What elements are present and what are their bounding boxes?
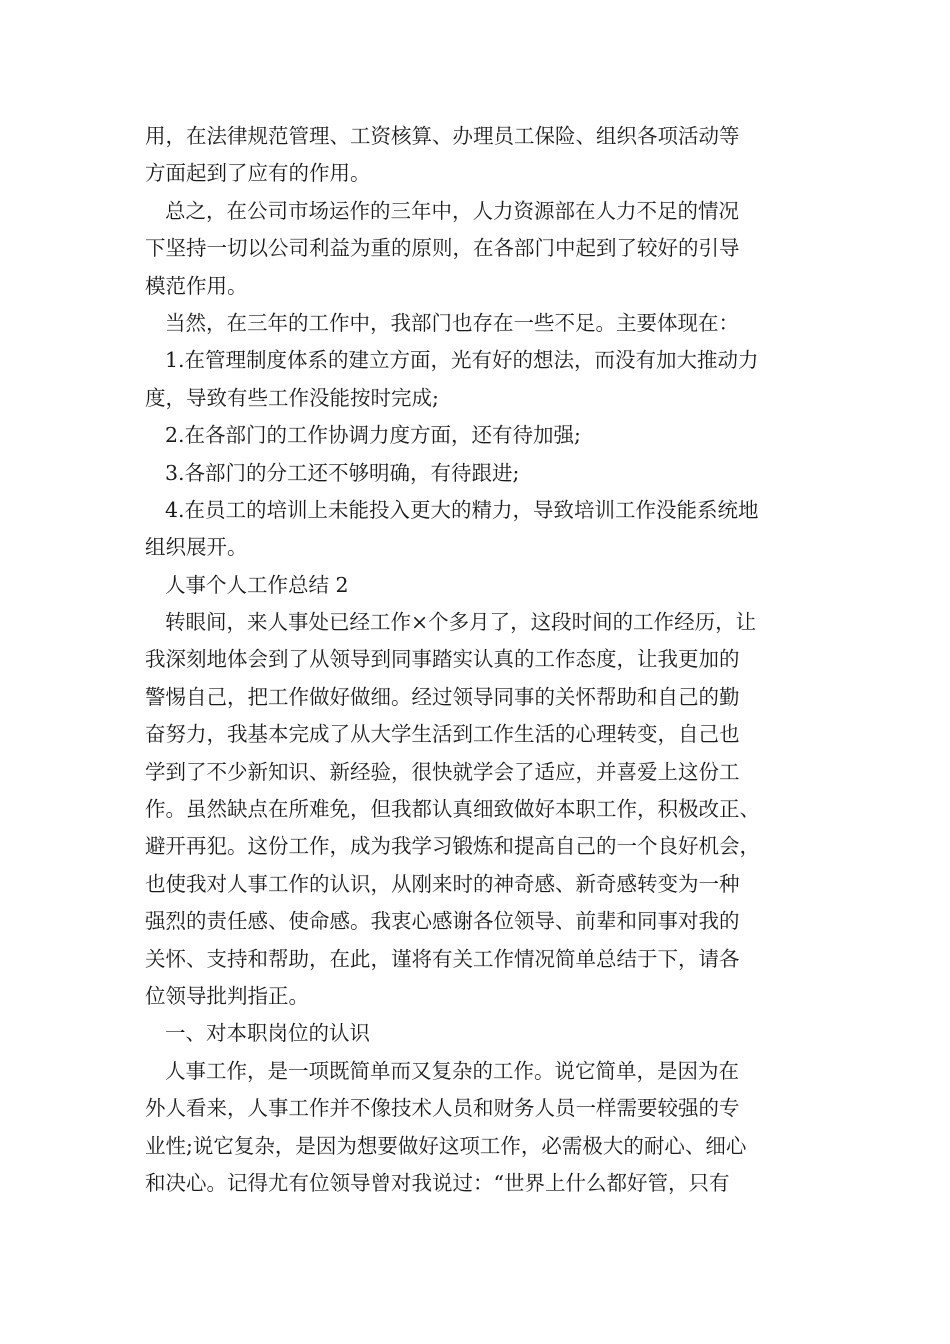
text-line: 作。虽然缺点在所难免，但我都认真细致做好本职工作，积极改正、 <box>145 797 760 822</box>
text-line: 模范作用。 <box>145 273 248 298</box>
text-line: 人事个人工作总结 2 <box>165 572 349 597</box>
text-line: 外人看来，人事工作并不像技术人员和财务人员一样需要较强的专 <box>145 1096 740 1121</box>
text-line: 和决心。记得尤有位领导曾对我说过：“世界上什么都好管，只有 <box>145 1170 730 1195</box>
text-line: 学到了不少新知识、新经验，很快就学会了适应，并喜爱上这份工 <box>145 759 740 784</box>
text-line: 度，导致有些工作没能按时完成; <box>145 385 439 410</box>
text-line: 转眼间，来人事处已经工作×个多月了，这段时间的工作经历，让 <box>165 610 757 635</box>
text-line: 避开再犯。这份工作，成为我学习锻炼和提高自己的一个良好机会， <box>145 834 760 859</box>
document-body <box>145 118 810 1202</box>
text-line: 位领导批判指正。 <box>145 983 309 1008</box>
text-line: 方面起到了应有的作用。 <box>145 161 371 186</box>
text-line: 奋努力，我基本完成了从大学生活到工作生活的心理转变，自己也 <box>145 722 740 747</box>
text-line: 3.各部门的分工还不够明确，有待跟进; <box>165 460 520 485</box>
text-line: 关怀、支持和帮助，在此，谨将有关工作情况简单总结于下，请各 <box>145 946 740 971</box>
text-line: 下坚持一切以公司利益为重的原则，在各部门中起到了较好的引导 <box>145 236 740 261</box>
text-line: 业性;说它复杂，是因为想要做好这项工作，必需极大的耐心、细心 <box>145 1133 747 1158</box>
text-line: 一、对本职岗位的认识 <box>165 1021 370 1046</box>
text-line: 强烈的责任感、使命感。我衷心感谢各位领导、前辈和同事对我的 <box>145 909 740 934</box>
text-line: 总之，在公司市场运作的三年中，人力资源部在人力不足的情况 <box>165 198 739 223</box>
text-line: 1.在管理制度体系的建立方面，光有好的想法，而没有加大推动力 <box>165 348 759 373</box>
text-line: 人事工作，是一项既简单而又复杂的工作。说它简单，是因为在 <box>165 1058 739 1083</box>
text-line: 用，在法律规范管理、工资核算、办理员工保险、组织各项活动等 <box>145 124 740 148</box>
text-line: 我深刻地体会到了从领导到同事踏实认真的工作态度，让我更加的 <box>145 647 740 672</box>
text-line: 当然，在三年的工作中，我部门也存在一些不足。主要体现在： <box>165 310 739 335</box>
text-line: 也使我对人事工作的认识，从刚来时的神奇感、新奇感转变为一种 <box>145 871 740 896</box>
text-line: 警惕自己，把工作做好做细。经过领导同事的关怀帮助和自己的勤 <box>145 684 740 709</box>
text-line: 组织展开。 <box>145 535 248 560</box>
text-line: 2.在各部门的工作协调力度方面，还有待加强; <box>165 423 581 448</box>
text-line: 4.在员工的培训上未能投入更大的精力，导致培训工作没能系统地 <box>165 497 759 522</box>
